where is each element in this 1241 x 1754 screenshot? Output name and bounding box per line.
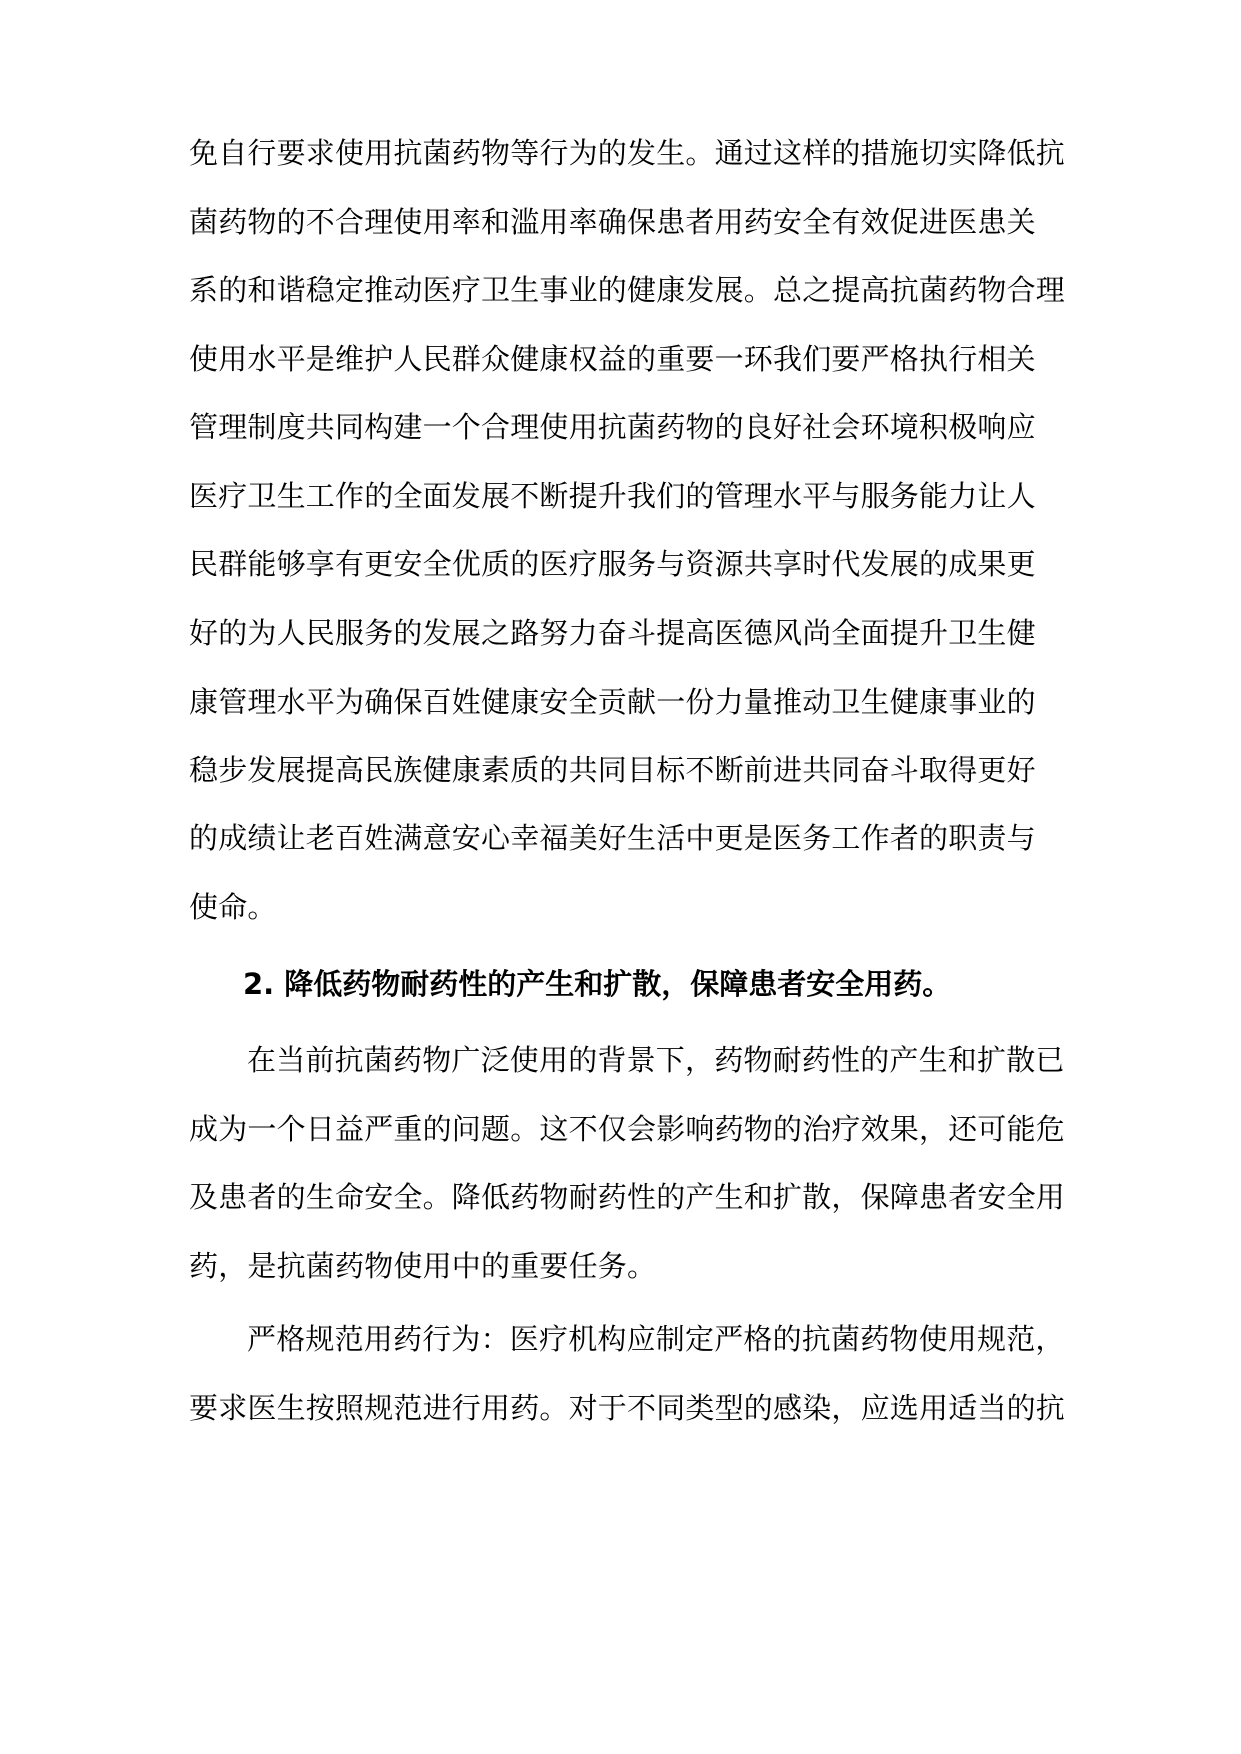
paragraph-2-line-4: 药，是抗菌药物使用中的重要任务。 — [189, 1249, 657, 1283]
paragraph-1-line-2: 菌药物的不合理使用率和滥用率确保患者用药安全有效促进医患关 — [189, 205, 1036, 239]
paragraph-1-line-9: 康管理水平为确保百姓健康安全贡献一份力量推动卫生健康事业的 — [189, 685, 1036, 719]
section-heading: 2. 降低药物耐药性的产生和扩散，保障患者安全用药。 — [243, 967, 952, 1001]
paragraph-1-line-4: 使用水平是维护人民群众健康权益的重要一环我们要严格执行相关 — [189, 342, 1036, 376]
paragraph-1-line-7: 民群能够享有更安全优质的医疗服务与资源共享时代发展的成果更 — [189, 547, 1036, 581]
paragraph-1-line-5: 管理制度共同构建一个合理使用抗菌药物的良好社会环境积极响应 — [189, 410, 1036, 444]
paragraph-1-line-10: 稳步发展提高民族健康素质的共同目标不断前进共同奋斗取得更好 — [189, 753, 1036, 787]
paragraph-1-line-6: 医疗卫生工作的全面发展不断提升我们的管理水平与服务能力让人 — [189, 479, 1036, 513]
paragraph-3-line-2: 要求医生按照规范进行用药。对于不同类型的感染，应选用适当的抗 — [189, 1391, 1066, 1425]
paragraph-1-line-1: 免自行要求使用抗菌药物等行为的发生。通过这样的措施切实降低抗 — [189, 136, 1066, 170]
paragraph-1-line-8: 好的为人民服务的发展之路努力奋斗提高医德风尚全面提升卫生健 — [189, 616, 1036, 650]
paragraph-1-line-11: 的成绩让老百姓满意安心幸福美好生活中更是医务工作者的职责与 — [189, 821, 1036, 855]
paragraph-2-line-3: 及患者的生命安全。降低药物耐药性的产生和扩散，保障患者安全用 — [189, 1180, 1066, 1214]
paragraph-1-line-12: 使命。 — [189, 890, 277, 924]
paragraph-1-line-3: 系的和谐稳定推动医疗卫生事业的健康发展。总之提高抗菌药物合理 — [189, 273, 1066, 307]
paragraph-2-line-2: 成为一个日益严重的问题。这不仅会影响药物的治疗效果，还可能危 — [189, 1112, 1066, 1146]
paragraph-2-line-1: 在当前抗菌药物广泛使用的背景下，药物耐药性的产生和扩散已 — [247, 1043, 1065, 1077]
paragraph-3-line-1: 严格规范用药行为：医疗机构应制定严格的抗菌药物使用规范， — [247, 1322, 1065, 1356]
